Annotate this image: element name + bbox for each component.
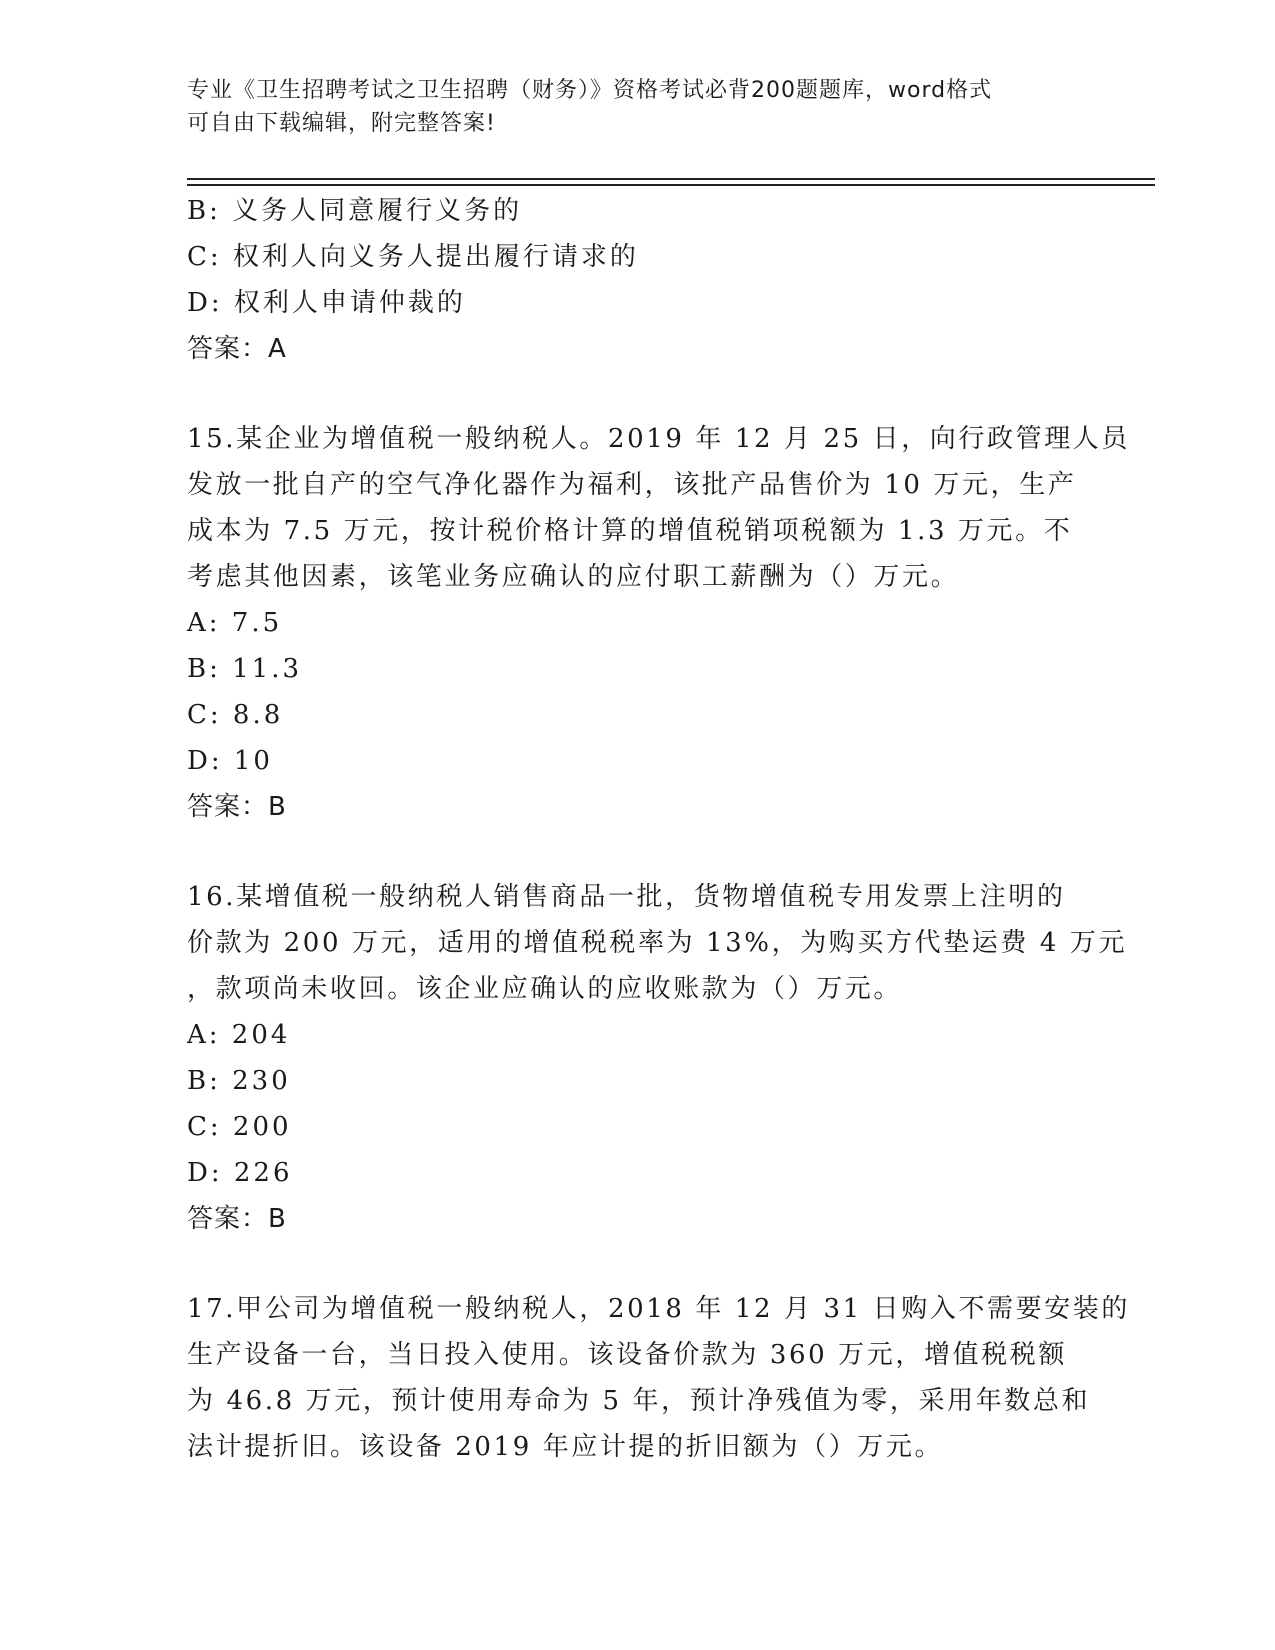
option-c: C: 权利人向义务人提出履行请求的	[187, 242, 639, 272]
question-15	[187, 416, 1131, 830]
question-stem-line: 发放一批自产的空气净化器作为福利，该批产品售价为 10 万元，生产	[187, 470, 1077, 500]
spacer	[187, 372, 1087, 416]
question-stem-line: 价款为 200 万元，适用的增值税税率为 13%，为购买方代垫运费 4 万元	[187, 928, 1128, 958]
answer: 答案：B	[187, 1204, 287, 1234]
header-divider-bottom	[187, 184, 1155, 186]
option-a: A: 204	[187, 1020, 291, 1050]
header-title-line-1: 专业《卫生招聘考试之卫生招聘（财务）》资格考试必背200题题库，word格式	[187, 78, 993, 103]
question-16	[187, 874, 1128, 1242]
previous-question	[187, 188, 1087, 372]
option-d: D: 226	[187, 1158, 293, 1188]
question-content	[187, 188, 1131, 1470]
document-header	[187, 74, 1067, 140]
question-stem-line: 法计提折旧。该设备 2019 年应计提的折旧额为（）万元。	[187, 1432, 944, 1462]
option-b: B: 11.3	[187, 654, 303, 684]
question-stem-line: 15.某企业为增值税一般纳税人。2019 年 12 月 25 日，向行政管理人员	[187, 424, 1131, 454]
spacer	[187, 1242, 1087, 1286]
question-17	[187, 1286, 1131, 1470]
answer: 答案：B	[187, 792, 287, 822]
option-d: D: 权利人申请仲裁的	[187, 288, 466, 318]
option-b: B: 义务人同意履行义务的	[187, 196, 523, 226]
option-d: D: 10	[187, 746, 273, 776]
question-stem-line: ，款项尚未收回。该企业应确认的应收账款为（）万元。	[187, 974, 903, 1004]
option-b: B: 230	[187, 1066, 291, 1096]
answer: 答案：A	[187, 334, 287, 364]
question-stem-line: 成本为 7.5 万元，按计税价格计算的增值税销项税额为 1.3 万元。不	[187, 516, 1073, 546]
question-stem-line: 17.甲公司为增值税一般纳税人，2018 年 12 月 31 日购入不需要安装的	[187, 1294, 1131, 1324]
question-stem-line: 考虑其他因素，该笔业务应确认的应付职工薪酬为（）万元。	[187, 562, 960, 592]
header-divider-top	[187, 178, 1155, 180]
option-a: A: 7.5	[187, 608, 283, 638]
spacer	[187, 830, 1087, 874]
option-c: C: 200	[187, 1112, 292, 1142]
question-stem-line: 16.某增值税一般纳税人销售商品一批，货物增值税专用发票上注明的	[187, 882, 1066, 912]
question-stem-line: 生产设备一台，当日投入使用。该设备价款为 360 万元，增值税税额	[187, 1340, 1067, 1370]
option-c: C: 8.8	[187, 700, 284, 730]
header-title-line-2: 可自由下载编辑，附完整答案!	[187, 111, 496, 136]
question-stem-line: 为 46.8 万元，预计使用寿命为 5 年，预计净残值为零，采用年数总和	[187, 1386, 1091, 1416]
